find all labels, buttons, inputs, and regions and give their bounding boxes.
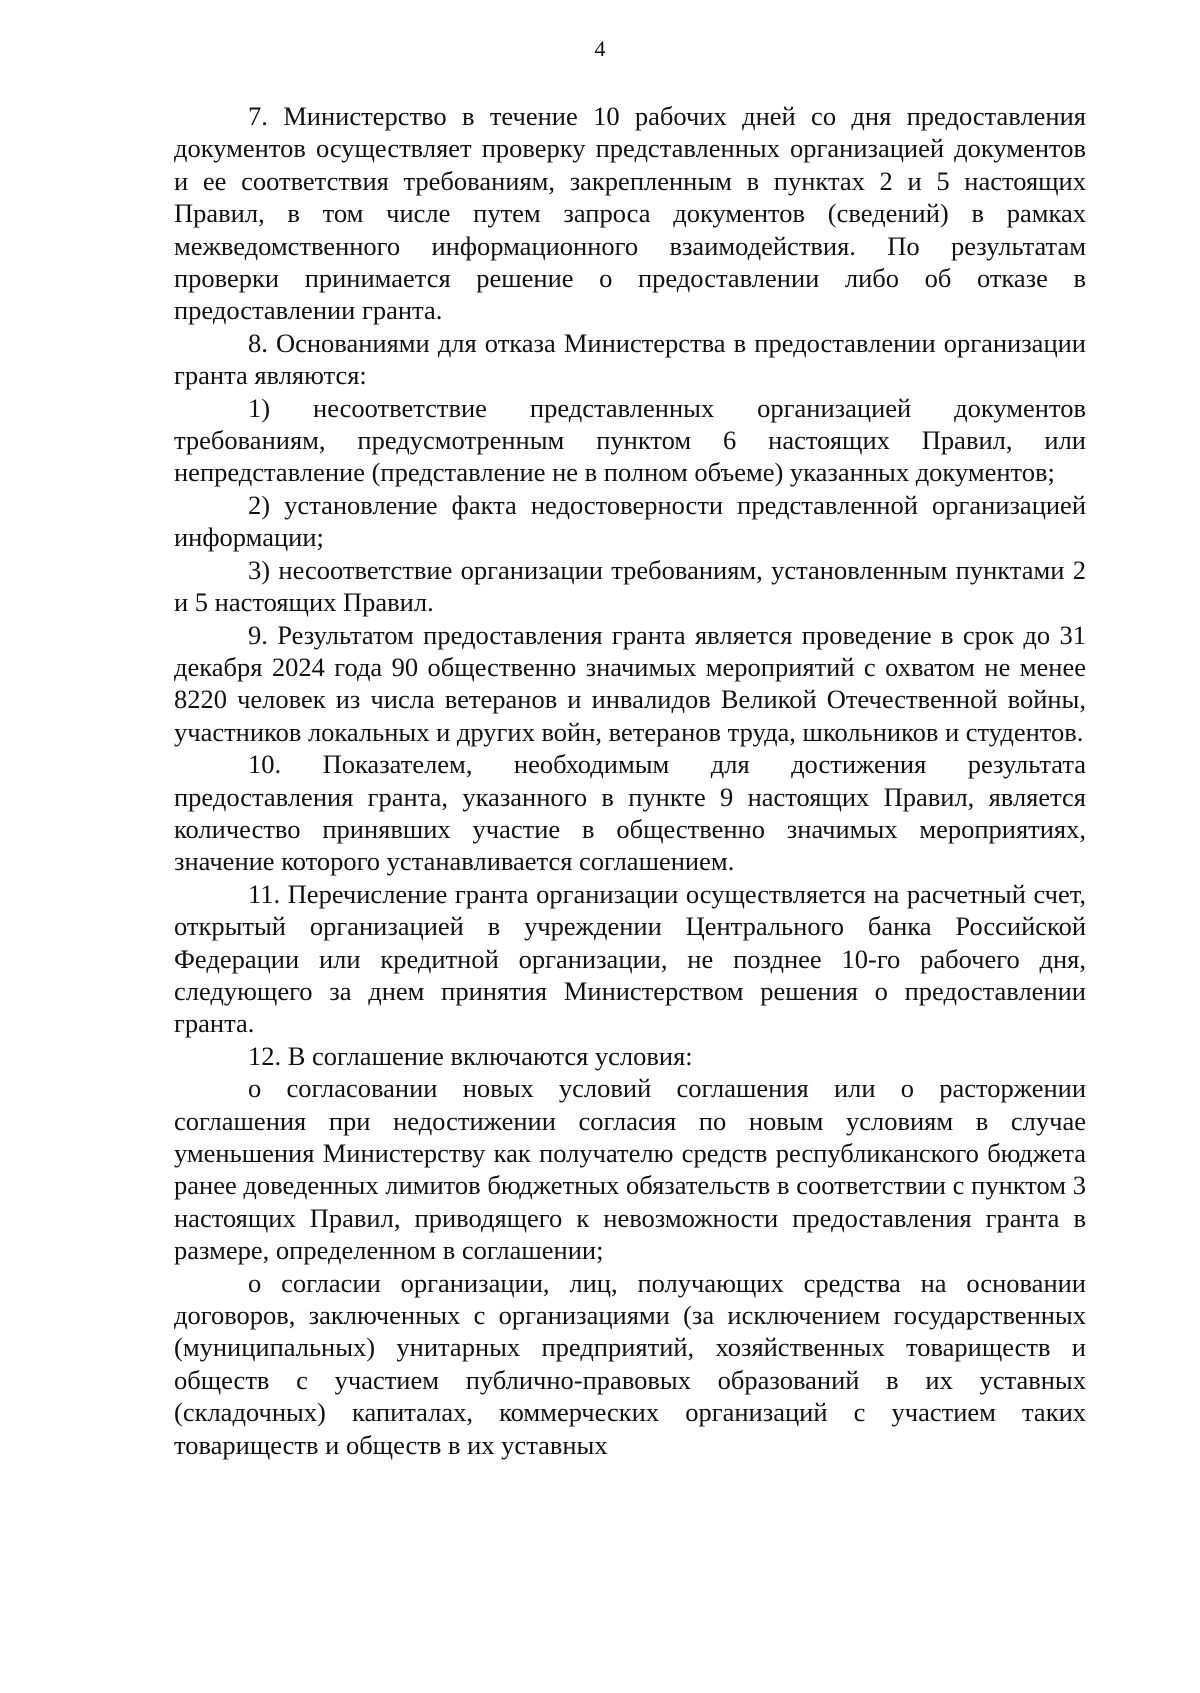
document-body	[174, 100, 1086, 1461]
paragraph-10: 10. Показателем, необходимым для достижения результата предоставления гранта, указанного в пункте 9 настоящих Правил, является количество принявших участие в общественно значимых мероприятиях, значение которого устанавливается соглашением.	[174, 749, 1086, 877]
paragraph-12: 12. В соглашение включаются условия:	[248, 1040, 693, 1071]
paragraph-8-item-2: 2) установление факта недостоверности представленной организацией информации;	[174, 489, 1086, 553]
paragraph-11: 11. Перечисление гранта организации осуществляется на расчетный счет, открытый организацией в учреждении Центрального банка Российской Федерации или кредитной организации, не позднее 10-го рабочего дня, следующего за днем принятия Министерством решения о предоставлении гранта.	[174, 878, 1086, 1039]
page-number: 4	[594, 36, 606, 61]
paragraph-8-item-3: 3) несоответствие организации требованиям, установленным пунктами 2 и 5 настоящих Правил.	[174, 554, 1086, 618]
paragraph-7: 7. Министерство в течение 10 рабочих дней со дня предоставления документов осуществляет проверку представленных организацией документов и ее соответствия требованиям, закрепленным в пунктах 2 и 5 настоящих Правил, в том числе путем запроса документов (сведений) в рамках межведомственного информационного взаимодействия. По результатам проверки принимается решение о предоставлении либо об отказе в предоставлении гранта.	[174, 101, 1086, 326]
paragraph-8-item-1: 1) несоответствие представленных организацией документов требованиям, предусмотренным пунктом 6 настоящих Правил, или непредставление (представление не в полном объеме) указанных документов;	[174, 392, 1086, 488]
paragraph-8: 8. Основаниями для отказа Министерства в предоставлении организации гранта являются:	[174, 327, 1086, 391]
paragraph-9: 9. Результатом предоставления гранта является проведение в срок до 31 декабря 2024 года 90 общественно значимых мероприятий с охватом не менее 8220 человек из числа ветеранов и инвалидов Великой Отечественной войны, участников локальных и других войн, ветеранов труда, школьников и студентов.	[174, 619, 1086, 747]
paragraph-12-condition-a: о согласовании новых условий соглашения или о расторжении соглашения при недостижении согласия по новым условиям в случае уменьшения Министерству как получателю средств республиканского бюджета ранее доведенных лимитов бюджетных обязательств в соответствии с пунктом 3 настоящих Правил, приводящего к невозможности предоставления гранта в размере, определенном в соглашении;	[174, 1073, 1086, 1266]
paragraph-12-condition-b: о согласии организации, лиц, получающих средства на основании договоров, заключенных с организациями (за исключением государственных (муниципальных) унитарных предприятий, хозяйственных товариществ и обществ с участием публично-правовых образований в их уставных (складочных) капиталах, коммерческих организаций с участием таких товариществ и обществ в их уставных	[174, 1267, 1086, 1460]
